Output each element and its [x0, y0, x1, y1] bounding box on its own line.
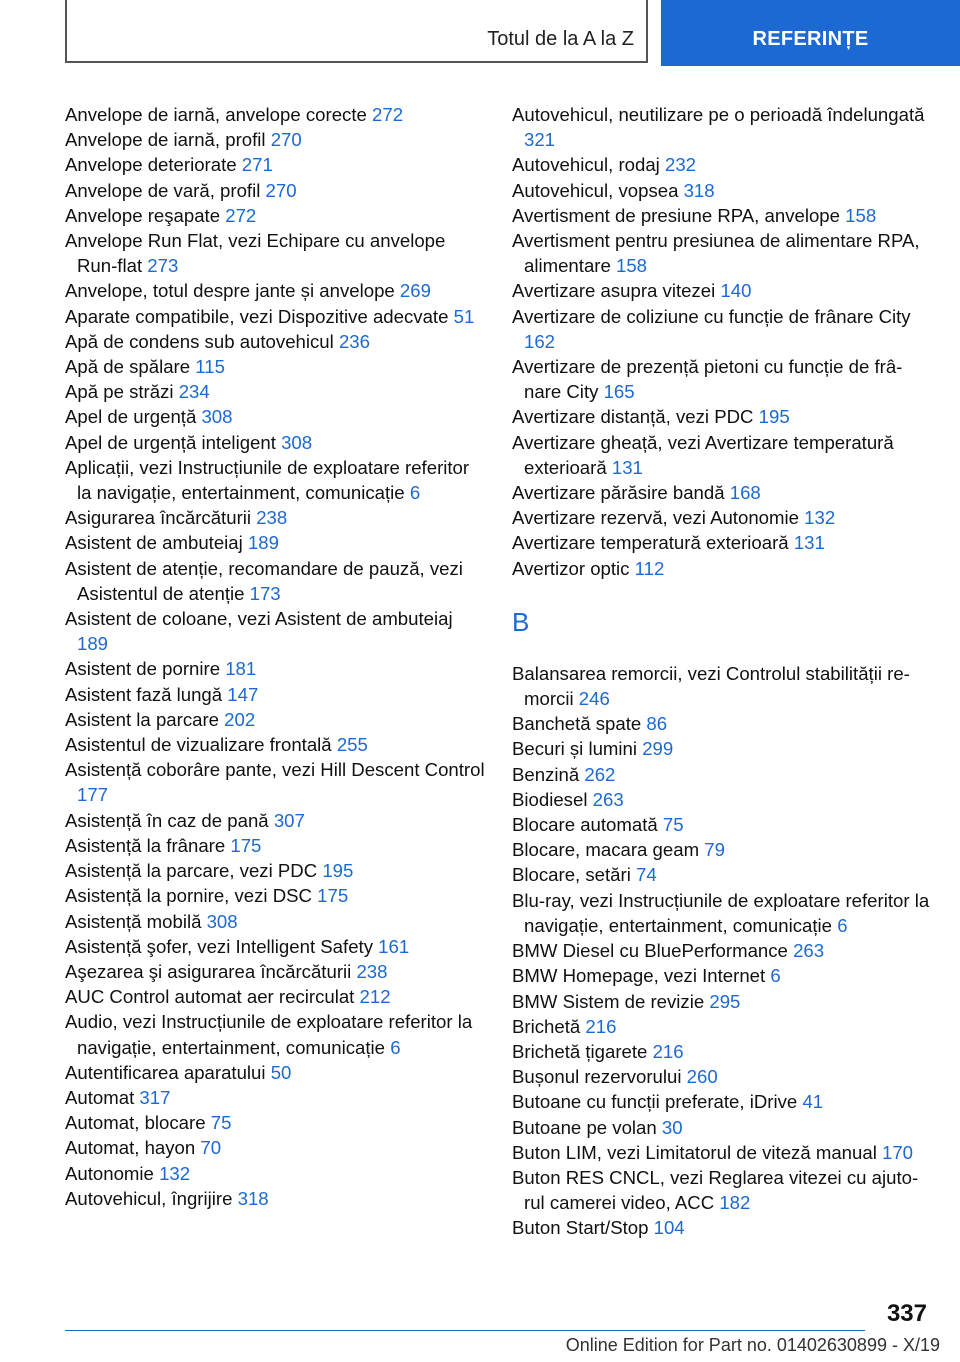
- index-entry-text: Benzină: [512, 763, 580, 785]
- index-entry-text: Autovehicul, neutilizare pe o perioadă îndelungată: [512, 104, 925, 125]
- index-page-link[interactable]: 75: [662, 814, 684, 836]
- index-entry-text: Apel de urgență: [65, 406, 197, 428]
- index-page-link[interactable]: 271: [241, 154, 273, 176]
- index-entry: [65, 682, 485, 707]
- index-entry-text: Avertizare distanță, vezi PDC: [512, 406, 754, 428]
- index-entry: [65, 656, 485, 681]
- index-entry-text: Asistent fază lungă: [65, 683, 223, 705]
- index-entry-text: Asistență şofer, vezi Intelligent Safety: [65, 935, 373, 957]
- index-entry-text: Biodiesel: [512, 788, 588, 810]
- index-entry-text: Asistent de coloane, vezi Asistent de ambuteiaj: [65, 608, 453, 630]
- index-page-link[interactable]: 131: [611, 456, 643, 478]
- index-entry-text: Blocare automată: [512, 814, 658, 836]
- index-page-link[interactable]: 41: [802, 1091, 824, 1113]
- index-entry: [65, 984, 485, 1009]
- index-letter-heading: B: [512, 606, 530, 637]
- index-entry: [512, 556, 932, 581]
- index-entry-text: Brichetă: [512, 1015, 581, 1037]
- index-entry-text: Avertizare temperatură exterioară: [512, 532, 789, 554]
- index-page-link[interactable]: 104: [653, 1217, 685, 1239]
- index-page-link[interactable]: 182: [719, 1192, 751, 1214]
- index-page-link[interactable]: 318: [237, 1187, 269, 1209]
- index-entry-text: Asistență la parcare, vezi PDC: [65, 860, 318, 882]
- index-entry-text: Anvelope, totul despre jante și anvelope: [65, 280, 395, 302]
- index-page-link[interactable]: 189: [77, 633, 109, 655]
- index-entry-text: Avertizor optic: [512, 557, 630, 579]
- index-entry-text: Blocare, macara geam: [512, 839, 700, 861]
- index-entry: [512, 1215, 932, 1240]
- index-page-link[interactable]: 132: [804, 507, 836, 529]
- index-entry: [512, 102, 932, 152]
- index-entry: [65, 1060, 485, 1085]
- index-page-link[interactable]: 308: [201, 406, 233, 428]
- index-page-link[interactable]: 79: [704, 839, 725, 861]
- index-entry: [512, 888, 932, 938]
- index-page-link[interactable]: 189: [247, 532, 279, 554]
- index-entry: [512, 152, 932, 177]
- index-page-link[interactable]: 175: [317, 885, 349, 907]
- index-page-link[interactable]: 115: [195, 356, 225, 378]
- index-page-link[interactable]: 50: [270, 1061, 292, 1083]
- index-entry: [65, 757, 485, 807]
- index-entry-text: Anvelope de iarnă, profil: [65, 129, 266, 151]
- index-page-link[interactable]: 307: [273, 809, 305, 831]
- index-page-link[interactable]: 131: [793, 532, 825, 554]
- index-group-a: [512, 102, 932, 581]
- index-page-link[interactable]: 30: [661, 1116, 683, 1138]
- index-entry-text: Anvelope reşapate: [65, 204, 221, 226]
- index-entry-text: Autovehicul, rodaj: [512, 154, 660, 176]
- index-entry: [512, 228, 932, 278]
- index-entry: [65, 909, 485, 934]
- index-entry: [65, 732, 485, 757]
- index-entry-text: Automat: [65, 1086, 135, 1108]
- index-page-link[interactable]: 232: [664, 154, 697, 176]
- index-page-link[interactable]: 317: [139, 1086, 171, 1108]
- index-page-link[interactable]: 74: [636, 864, 657, 886]
- index-entry: [512, 812, 932, 837]
- index-entry: [65, 404, 485, 429]
- index-entry-text: Avertizare asupra vitezei: [512, 280, 716, 302]
- index-entry: [512, 711, 932, 736]
- page-number: 337: [886, 1300, 927, 1327]
- index-entry-text: Asistență coborâre pante, vezi Hill Descent Control: [65, 759, 485, 781]
- index-page-link[interactable]: 263: [793, 940, 825, 962]
- index-entry-text: Avertizare de prezență pietoni cu funcție de frânare City: [512, 356, 903, 403]
- footer-edition: Online Edition for Part no. 01402630899 - X/19: [565, 1335, 940, 1355]
- index-entry-text: Autentificarea aparatului: [65, 1061, 266, 1083]
- index-entry: [512, 430, 932, 480]
- index-entry-text: Aşezarea şi asigurarea încărcăturii: [65, 960, 352, 982]
- index-column-right: [512, 102, 932, 1241]
- page-header: [0, 0, 960, 66]
- index-entry-text: Aplicații, vezi Instrucțiunile de exploatare referitor la navigație, entertainment, comunicație: [65, 456, 470, 504]
- index-page-link[interactable]: 170: [882, 1141, 914, 1163]
- index-page-link[interactable]: 202: [224, 708, 256, 730]
- index-entry-text: Balansarea remorcii, vezi Controlul stabilității remorcii: [512, 662, 910, 710]
- index-entry: [512, 963, 932, 988]
- index-entry: [512, 1014, 932, 1039]
- index-entry: [65, 354, 485, 379]
- active-tab-label: REFERINȚE: [752, 28, 869, 50]
- index-page-link[interactable]: 263: [592, 788, 624, 810]
- index-entry-text: Audio, vezi Instrucțiunile de exploatare referitor la navigație, entertainment, comunicație: [65, 1011, 473, 1058]
- index-entry: [65, 1009, 485, 1059]
- index-entry: [65, 203, 485, 228]
- index-entry-text: Asistență mobilă: [65, 910, 202, 932]
- index-page-link[interactable]: 195: [758, 406, 790, 428]
- index-entry-text: Becuri și lumini: [512, 738, 638, 760]
- index-page-link[interactable]: 238: [256, 507, 288, 529]
- index-page-link[interactable]: 246: [578, 688, 610, 710]
- index-entry: [512, 1064, 932, 1089]
- index-page-link[interactable]: 255: [336, 734, 368, 756]
- index-page-link[interactable]: 173: [249, 582, 281, 604]
- index-entry: [65, 833, 485, 858]
- index-page-link[interactable]: 6: [409, 482, 421, 504]
- index-entry-text: Avertizare gheață, vezi Avertizare temperatură exterioară: [512, 431, 894, 478]
- index-page-link[interactable]: 86: [646, 713, 668, 735]
- index-page-link[interactable]: 165: [603, 381, 635, 403]
- index-page-link[interactable]: 234: [178, 381, 210, 403]
- index-entry: [512, 661, 932, 711]
- index-entry-text: Anvelope Run Flat, vezi Echipare cu anvelope Run-flat: [65, 230, 446, 277]
- index-entry: [65, 304, 485, 329]
- index-entry: [512, 178, 932, 203]
- index-entry-text: Butoane pe volan: [512, 1116, 657, 1138]
- index-page-link[interactable]: 299: [642, 738, 674, 760]
- index-page-link[interactable]: 181: [225, 658, 257, 680]
- index-page-link[interactable]: 216: [585, 1015, 617, 1037]
- index-entry: [65, 178, 485, 203]
- index-entry: [512, 762, 932, 787]
- index-entry-text: Asistent la parcare: [65, 708, 219, 730]
- index-column-left: [65, 102, 485, 1211]
- index-entry-text: Anvelope de vară, profil: [65, 179, 261, 201]
- index-page-link[interactable]: 158: [845, 204, 877, 226]
- index-entry: [65, 152, 485, 177]
- index-entry-text: Avertizare părăsire bandă: [512, 482, 725, 504]
- index-page-link[interactable]: 318: [683, 179, 715, 201]
- index-entry-text: Asistent de ambuteiaj: [65, 532, 243, 554]
- index-entry-text: Anvelope de iarnă, anvelope corecte: [65, 104, 367, 125]
- index-entry-text: Asistentul de vizualizare frontală: [65, 734, 332, 756]
- index-page-link[interactable]: 270: [270, 129, 302, 151]
- section-tab-label: Totul de la A la Z: [487, 28, 634, 50]
- index-entry-text: Brichetă țigarete: [512, 1040, 648, 1062]
- index-page-link[interactable]: 168: [729, 482, 761, 504]
- index-entry: [65, 455, 485, 505]
- index-entry: [512, 203, 932, 228]
- index-entry-text: Automat, blocare: [65, 1112, 206, 1134]
- index-entry: [65, 102, 485, 127]
- index-entry-text: Bușonul rezervorului: [512, 1066, 682, 1088]
- active-tab-references[interactable]: [661, 0, 960, 66]
- index-page-link[interactable]: 216: [652, 1040, 684, 1062]
- index-page-link[interactable]: 272: [225, 204, 257, 226]
- index-page-link[interactable]: 262: [584, 763, 616, 785]
- index-entry-text: Buton LIM, vezi Limitatorul de viteză manual: [512, 1141, 877, 1163]
- index-entry: [512, 1089, 932, 1114]
- index-page-link[interactable]: 295: [709, 990, 741, 1012]
- index-entry: [65, 707, 485, 732]
- index-entry-text: Aparate compatibile, vezi Dispozitive adecvate: [65, 305, 449, 327]
- index-entry: [65, 934, 485, 959]
- index-entry-text: Buton Start/Stop: [512, 1217, 649, 1239]
- index-page-link[interactable]: 236: [338, 330, 370, 352]
- index-entry-text: Asigurarea încărcăturii: [65, 507, 252, 529]
- index-entry: [512, 989, 932, 1014]
- index-page-link[interactable]: 212: [359, 986, 391, 1008]
- index-entry-text: BMW Homepage, vezi Internet: [512, 965, 766, 987]
- index-entry-text: Apel de urgență inteligent: [65, 431, 276, 453]
- index-entry: [512, 530, 932, 555]
- index-page-link[interactable]: 112: [634, 557, 665, 579]
- index-entry: [512, 938, 932, 963]
- index-entry-text: Asistent de pornire: [65, 658, 221, 680]
- index-entry: [512, 1039, 932, 1064]
- index-entry-text: Asistent de atenție, recomandare de pauză, vezi Asistentul de atenție: [65, 557, 463, 604]
- index-page-link[interactable]: 51: [453, 305, 475, 327]
- index-entry: [512, 480, 932, 505]
- index-entry: [512, 862, 932, 887]
- index-entry-text: Asistență la frânare: [65, 834, 226, 856]
- index-entry-text: Blu-ray, vezi Instrucțiunile de exploatare referitor la navigație, entertainment, comunicație: [512, 889, 930, 936]
- index-page-link[interactable]: 158: [616, 255, 648, 277]
- index-page-link[interactable]: 195: [322, 860, 354, 882]
- index-entry-text: Apă de spălare: [65, 356, 191, 378]
- index-group-b: [512, 661, 932, 1241]
- index-entry: [65, 1135, 485, 1160]
- index-entry-text: Asistență în caz de pană: [65, 809, 269, 831]
- index-entry: [65, 329, 485, 354]
- index-entry: [65, 808, 485, 833]
- index-entry: [65, 1110, 485, 1135]
- index-entry-text: Avertisment de presiune RPA, anvelope: [512, 204, 840, 226]
- index-entry: [512, 837, 932, 862]
- index-entry: [512, 736, 932, 761]
- index-entry: [512, 404, 932, 429]
- index-page-link[interactable]: 269: [399, 280, 431, 302]
- index-entry-text: Avertizare rezervă, vezi Autonomie: [512, 507, 799, 529]
- index-page-link[interactable]: 6: [837, 914, 848, 936]
- index-entry: [65, 883, 485, 908]
- index-page-link[interactable]: 260: [686, 1066, 718, 1088]
- index-page-link[interactable]: 162: [524, 330, 556, 352]
- index-entry: [65, 556, 485, 606]
- index-entry: [512, 304, 932, 354]
- index-page-link[interactable]: 321: [524, 129, 556, 151]
- index-entry-text: Autonomie: [65, 1162, 154, 1184]
- index-page-link[interactable]: 6: [390, 1036, 401, 1058]
- index-entry-text: Buton RES CNCL, vezi Reglarea vitezei cu ajutorul camerei video, ACC: [512, 1166, 919, 1214]
- index-entry: [512, 1140, 932, 1165]
- index-entry: [65, 430, 485, 455]
- index-entry: [65, 228, 485, 278]
- index-page-link[interactable]: 75: [210, 1112, 232, 1134]
- index-entry: [65, 959, 485, 984]
- index-page-link[interactable]: 175: [230, 834, 262, 856]
- index-entry: [65, 530, 485, 555]
- index-page-link[interactable]: 238: [356, 960, 388, 982]
- index-entry-text: Automat, hayon: [65, 1137, 196, 1159]
- section-tab[interactable]: [65, 0, 648, 63]
- index-entry: [512, 505, 932, 530]
- index-entry-text: Autovehicul, îngrijire: [65, 1187, 233, 1209]
- index-entry-text: Butoane cu funcții preferate, iDrive: [512, 1091, 798, 1113]
- index-entry-text: BMW Sistem de revizie: [512, 990, 705, 1012]
- index-page-link[interactable]: 177: [77, 784, 109, 806]
- index-entry-text: Asistență la pornire, vezi DSC: [65, 885, 312, 907]
- index-page-link[interactable]: 140: [720, 280, 752, 302]
- index-page-link[interactable]: 147: [227, 683, 259, 705]
- index-entry: [65, 505, 485, 530]
- index-entry: [65, 278, 485, 303]
- index-entry: [65, 606, 485, 656]
- index-entry-text: Blocare, setări: [512, 864, 631, 886]
- index-page-link[interactable]: 6: [770, 965, 781, 987]
- index-page-link[interactable]: 308: [206, 910, 238, 932]
- index-page-link[interactable]: 272: [372, 104, 404, 125]
- index-page-link[interactable]: 161: [378, 935, 410, 957]
- index-entry-text: Avertizare de coliziune cu funcție de frânare City: [512, 305, 911, 327]
- index-entry: [512, 1115, 932, 1140]
- index-entry-text: Anvelope deteriorate: [65, 154, 237, 176]
- index-entry: [65, 379, 485, 404]
- footer-divider: [65, 1330, 865, 1331]
- index-entry: [512, 1165, 932, 1215]
- index-entry-text: Apă pe străzi: [65, 381, 174, 403]
- index-entry: [512, 787, 932, 812]
- index-page-link[interactable]: 270: [265, 179, 297, 201]
- index-entry: [65, 1186, 485, 1211]
- index-entry-text: Autovehicul, vopsea: [512, 179, 679, 201]
- index-entry: [65, 1085, 485, 1110]
- index-page-link[interactable]: 70: [200, 1137, 222, 1159]
- index-entry: [65, 127, 485, 152]
- index-entry-text: BMW Diesel cu BluePerformance: [512, 940, 788, 962]
- index-page-link[interactable]: 308: [281, 431, 313, 453]
- index-entry-text: AUC Control automat aer recirculat: [65, 986, 355, 1008]
- index-entry: [512, 278, 932, 303]
- index-entry: [65, 1161, 485, 1186]
- index-entry-text: Apă de condens sub autovehicul: [65, 330, 334, 352]
- index-entry: [512, 354, 932, 404]
- index-page-link[interactable]: 132: [159, 1162, 191, 1184]
- index-page-link[interactable]: 273: [147, 255, 179, 277]
- index-entry-text: Banchetă spate: [512, 713, 642, 735]
- index-entry-text: Avertisment pentru presiunea de alimentare RPA, alimentare: [512, 230, 920, 277]
- index-entry: [65, 858, 485, 883]
